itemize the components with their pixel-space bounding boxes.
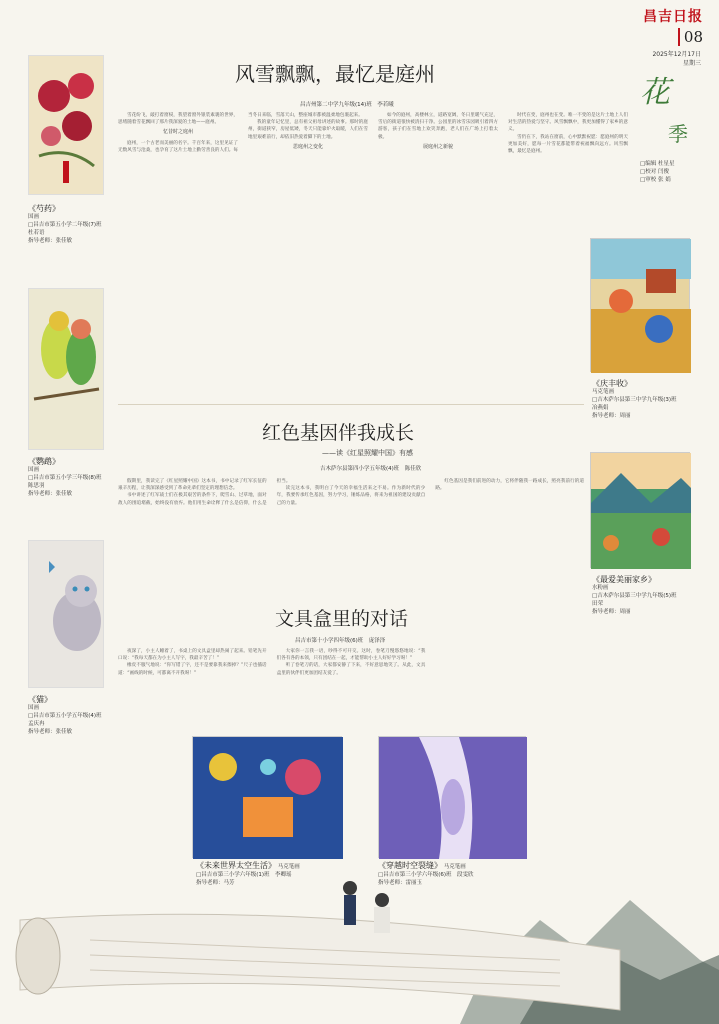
article1-paragraph: 雪花纷飞，敲打着窗棂，我望着窗外银装素裹的世界，思绪随着雪花飘回了那片我深爱的土地——庭州。 [118,113,238,126]
hometown-student: 田荣 [592,601,604,607]
peony-caption [28,205,108,245]
newspaper-logo: 昌吉日报 [643,9,703,25]
page-number: 08 [678,28,703,46]
parrot-caption [28,458,108,498]
review-line: □审校 张 娟 [640,177,671,183]
time-rift-illustration [379,737,527,859]
cat-type: 国画 [28,705,40,711]
peony-student: 杜若语 [28,230,45,236]
hometown-title: 《最爱美丽家乡》 [592,575,656,584]
article3-body [118,648,584,736]
parrot-student: 陈思羽 [28,483,45,489]
hometown-illustration [591,453,691,569]
space-life-teacher: 指导老师：马芳 [196,880,235,886]
parrot-title: 《鹦鹉》 [28,457,60,466]
article1-body [118,112,628,402]
space-life-type: 马克笔画 [277,864,300,870]
harvest-school: □吉木萨尔县第三中学九年级(3)班 [592,397,677,403]
parrot-illustration [29,289,105,451]
cat-title: 《猫》 [28,695,52,704]
article2-paragraph: 读完这本书，我明白了今天的幸福生活来之不易。作为新时代的少年，我要传承红色基因，努力学习，锤炼品格，将来为祖国的建设贡献自己的力量。 [276,486,426,506]
hometown-type: 水粉画 [592,585,609,591]
article1-byline: 昌吉州第二中学九年级(14)班 李若曦 [300,102,394,108]
peony-type: 国画 [28,214,40,220]
hometown-teacher: 指导老师：周丽 [592,609,631,615]
cat-student: 孟庆冉 [28,721,45,727]
harvest-student: 冶燕娟 [592,405,609,411]
date-text: 2025年12月17日 [652,51,701,58]
time-rift-type: 马克笔画 [443,864,466,870]
article1-paragraph: 时代在变，庭州也在变。唯一不变的是这片土地上人们对生活的热爱与坚守。风雪飘飘中，我更加懂得了家乡的意义。 [508,113,628,133]
time-rift-title: 《穿越时空裂缝》 [378,861,442,870]
parrot-school: □昌吉市第五小学三年级(8)班 [28,475,102,481]
harvest-illustration [591,239,691,373]
editor-credits [640,160,674,184]
parrot-teacher: 指导老师：张佳敏 [28,491,73,497]
cat-caption [28,696,108,736]
cat-illustration [29,541,105,689]
article2-body [118,478,584,578]
article3-paragraph: 大家你一言我一语，吵得不可开交。这时，卷笔刀慢悠悠地说：“我们各有各的本领，只有团结在一起，才能帮助小主人好好学习呀！” [276,649,426,662]
harvest-painting [590,238,690,372]
proof-line: □校对 闫俊 [640,169,669,175]
article3-byline: 昌吉市第十小学四年级(6)班 庞泽泽 [295,638,386,644]
space-life-title: 《未来世界太空生活》 [196,861,276,870]
cat-teacher: 指导老师：张佳敏 [28,729,73,735]
article2-subtitle: ——读《红星照耀中国》有感 [322,449,413,457]
article1-paragraph: 庭州，一个古老而美丽的名字。千百年来，这里见证了无数风雪与沧桑，也孕育了这片土地上勤劳善良的人们。每当冬日来临，雪落天山，整座城市都被温柔地包裹起来。 [118,113,363,153]
peony-school: □昌吉市第五小学二年级(7)班 [28,222,102,228]
article2-paragraph: 书中讲述了红军战士们在极其艰苦的条件下，爬雪山、过草地，面对敌人的围追堵截，始终没有放弃。他们用生命诠释了什么是信仰，什么是担当。 [118,479,291,506]
peony-title: 《芍药》 [28,204,60,213]
weekday-text: 星期三 [682,60,701,67]
harvest-type: 马克笔画 [592,389,615,395]
peony-teacher: 指导老师：张佳敏 [28,238,73,244]
article1-subhead: 忆昔时之庭州 [162,129,193,136]
article2-paragraph: 假期里，我读完了《红星照耀中国》这本书，书中记录了红军长征的艰辛历程，让我深深感受到了革命先辈们坚定的理想信念。 [118,479,267,492]
article1-paragraph: 如今的庭州，高楼林立，道路宽阔，冬日里暖气充足，雪后的街道很快被清扫干净。公园里的冰雪乐园吸引着四方游客，孩子们在雪地上欢笑奔跑，老人们在广场上打着太极。 [378,113,498,140]
article3-paragraph: 橡皮不服气地说：“你写错了字，还不是要靠我来擦掉？”尺子也插话道：“画线的时候，可都离不开我呀！” [118,663,267,676]
editor-line: □编辑 杜星星 [640,161,675,167]
article3-paragraph: 夜深了，小主人睡着了，书桌上的文具盒里却热闹了起来。铅笔先开口说：“我每天都在为小主人写字，我最辛苦了！” [118,649,267,662]
article1-paragraph: 雪仍在下，我站在窗前，心中默默祝愿：愿庭州的明天更加美好，愿每一片雪花都能带着祝福飘向远方。风雪飘飘，最忆是庭州。 [508,134,628,155]
time-rift-painting [378,736,526,858]
decorative-scroll [0,860,719,1024]
time-rift-school: □昌吉市第三小学六年级(6)班 段雯欣 [378,872,474,878]
peony-illustration [29,56,105,196]
hometown-caption [592,576,702,616]
parrot-painting [28,288,104,450]
column-name-big: 花 [640,75,670,110]
article1-subhead: 思庭州之变化 [292,143,323,150]
harvest-teacher: 指导老师：周丽 [592,413,631,419]
time-rift-teacher: 指导老师：雷丽玉 [378,880,423,886]
space-life-school: □昌吉市第三小学六年级(1)班 李卿瑶 [196,872,292,878]
hometown-school: □吉木萨尔县第三中学九年级(5)班 [592,593,677,599]
article1-title: 风雪飘飘，最忆是庭州 [235,62,435,86]
article1-subhead: 展庭州之新貌 [422,143,453,150]
space-life-painting [192,736,342,858]
peony-painting [28,55,104,195]
harvest-caption [592,380,702,420]
cat-school: □昌吉市第五小学五年级(4)班 [28,713,102,719]
article1-paragraph: 我的童年记忆里，总有祖父祖母讲述的故事。那时的庭州，街道狭窄，房屋低矮，冬天只能靠炉火取暖，人们在雪地里艰难前行，却依旧热爱着脚下的土地。 [248,120,368,140]
issue-date [652,50,701,68]
parrot-type: 国画 [28,467,40,473]
hometown-painting [590,452,690,568]
cat-painting [28,540,104,688]
article2-paragraph: 红色基因是我们前进的动力，它将伴随我一路成长，照亮我前行的道路。 [435,479,584,492]
masthead [633,6,703,46]
section-divider [118,404,584,405]
article3-title: 文具盒里的对话 [275,608,409,630]
article2-title: 红色基因伴我成长 [262,422,415,444]
article3-paragraph: 听了卷笔刀的话，大家都安静了下来，不好意思地笑了。从此，文具盒里的伙伴们更加团结友爱了。 [276,663,426,676]
harvest-title: 《庆丰收》 [592,379,632,388]
article2-byline: 吉木萨尔县第四小学五年级(4)班 陈佳欣 [320,466,422,472]
space-life-illustration [193,737,343,859]
column-name-small: 季 [668,122,688,146]
